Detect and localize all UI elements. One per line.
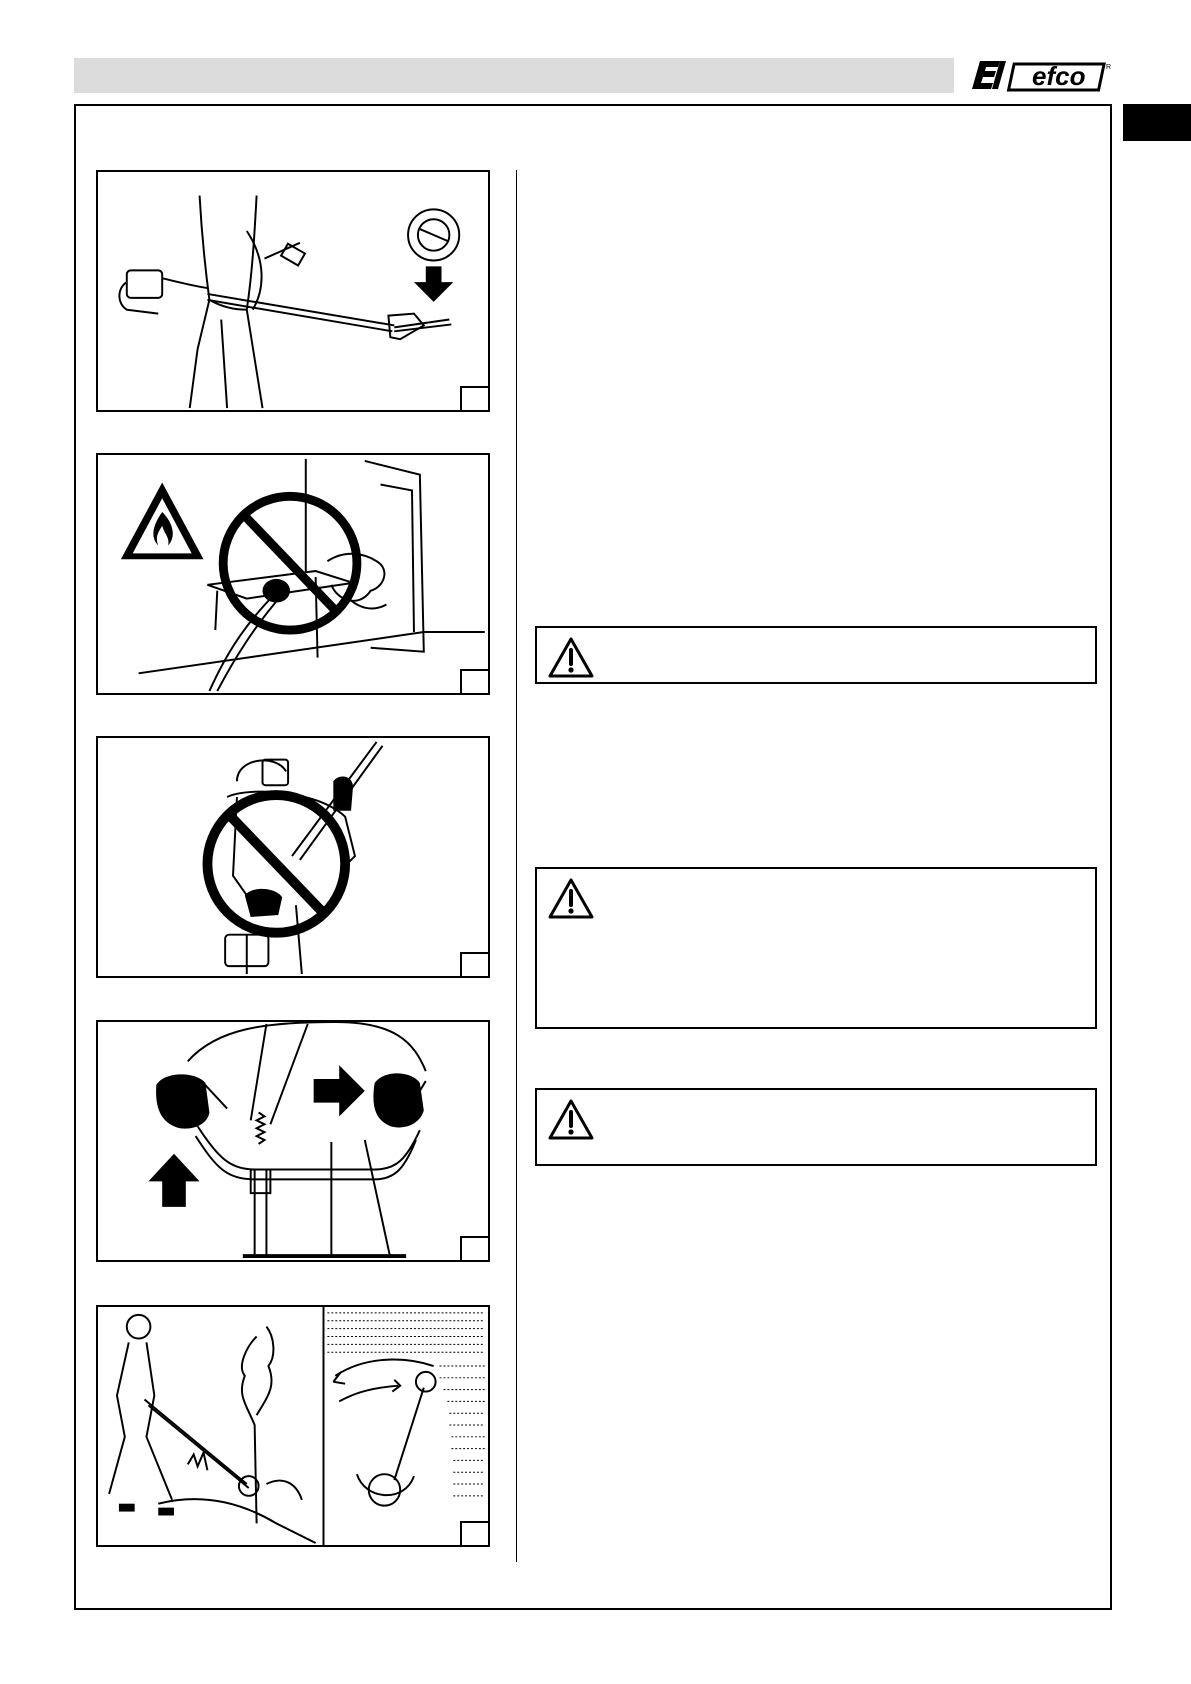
figure-1 bbox=[96, 170, 490, 412]
header-bar bbox=[74, 58, 954, 93]
figure-4-number bbox=[460, 1236, 488, 1260]
figure-3 bbox=[96, 736, 490, 978]
figure-2 bbox=[96, 453, 490, 695]
figure-5-number bbox=[460, 1521, 488, 1545]
column-divider bbox=[516, 170, 517, 1562]
figure-3-number bbox=[460, 952, 488, 976]
efco-logo bbox=[966, 55, 1116, 97]
warning-triangle-icon bbox=[547, 636, 595, 680]
figure-1-number bbox=[460, 386, 488, 410]
figure-4 bbox=[96, 1020, 490, 1262]
logo-wordmark: efco bbox=[1032, 61, 1086, 91]
warning-box-1 bbox=[535, 626, 1097, 684]
warning-box-2 bbox=[535, 867, 1097, 1029]
warning-triangle-icon bbox=[547, 1098, 595, 1142]
figure-1-illustration bbox=[98, 172, 488, 410]
warning-triangle-icon bbox=[547, 877, 595, 921]
language-tab bbox=[1123, 104, 1191, 141]
figure-2-number bbox=[460, 669, 488, 693]
figure-5 bbox=[96, 1305, 490, 1547]
svg-text:R: R bbox=[1106, 64, 1112, 71]
warning-box-3 bbox=[535, 1088, 1097, 1166]
